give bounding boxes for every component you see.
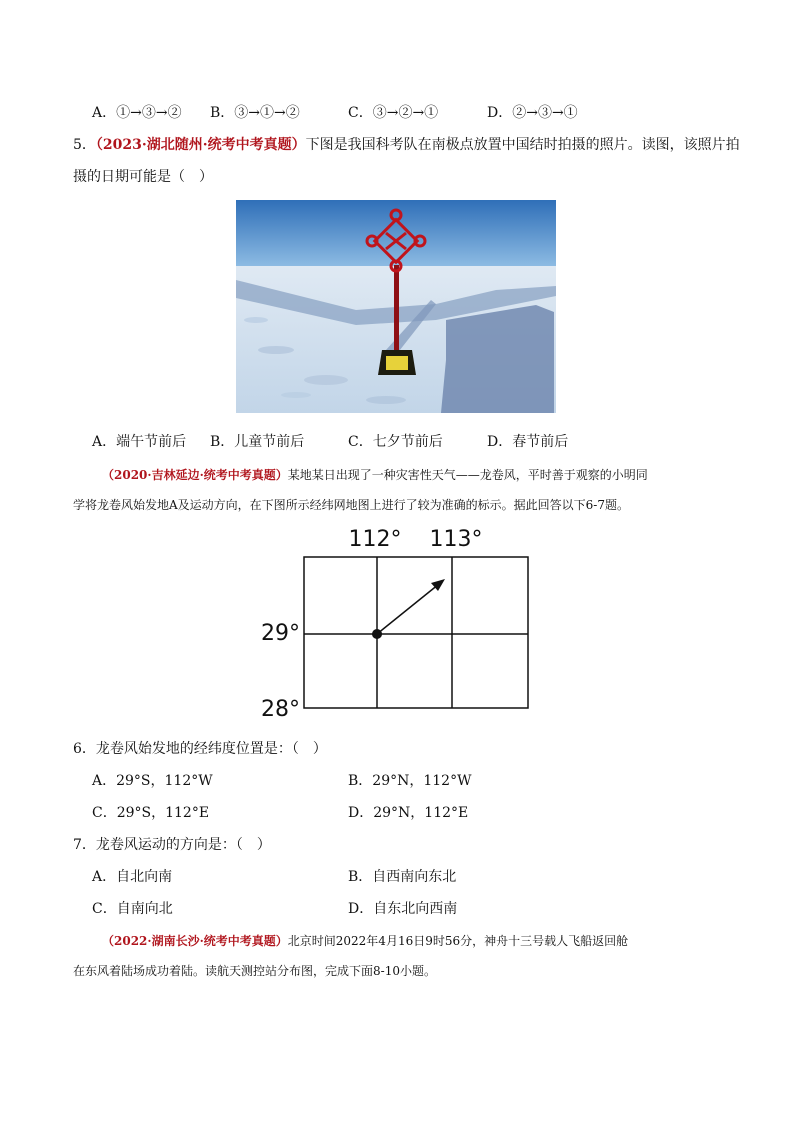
group-8-10-line2: 在东风着陆场成功着陆。读航天测控站分布图，完成下面8-10小题。 xyxy=(73,964,436,978)
question-5-stem: 下图是我国科考队在南极点放置中国结时拍摄的照片。读图，该照片拍 xyxy=(305,137,740,153)
group-8-10-line1 xyxy=(102,930,628,949)
latitude-label-29: 29° xyxy=(261,621,300,646)
group-8-10-stem1: 北京时间2022年4月16日9时56分，神舟十三号载人飞船返回舱 xyxy=(287,934,629,948)
group-6-7-line1 xyxy=(102,464,648,483)
group-8-10-source: （2022·湖南长沙·统考中考真题） xyxy=(102,934,288,948)
lat-lon-grid-map xyxy=(255,520,545,722)
question-5-line1 xyxy=(73,134,740,154)
q7-option-d: D．自东北向西南 xyxy=(348,901,458,917)
question-7-stem: 7．龙卷风运动的方向是：（ ） xyxy=(73,837,271,853)
question-5-number: 5． xyxy=(73,137,96,153)
question-6-stem: 6．龙卷风始发地的经纬度位置是：（ ） xyxy=(73,741,327,757)
q7-option-a: A．自北向南 xyxy=(92,869,173,885)
q7-option-b: B．自西南向东北 xyxy=(348,869,457,885)
q6-option-b: B．29°N，112°W xyxy=(348,773,472,789)
q7-option-c: C．自南向北 xyxy=(92,901,173,917)
q6-option-a: A．29°S，112°W xyxy=(92,773,213,789)
q6-option-d: D．29°N，112°E xyxy=(348,805,469,821)
q5-option-d: D．春节前后 xyxy=(487,434,569,450)
question-5-line2: 摄的日期可能是（ ） xyxy=(73,169,213,185)
longitude-label-113: 113° xyxy=(429,527,483,552)
tornado-direction-arrow xyxy=(377,584,439,634)
prev-option-b: B．③→①→② xyxy=(210,105,300,121)
group-6-7-line2: 学将龙卷风始发地A及运动方向，在下图所示经纬网地图上进行了较为准确的标示。据此回答以下6-7题。 xyxy=(73,498,629,512)
tornado-origin-point xyxy=(372,629,382,639)
group-6-7-stem1: 某地某日出现了一种灾害性天气——龙卷风，平时善于观察的小明同 xyxy=(287,468,648,482)
q5-option-a: A．端午节前后 xyxy=(92,434,187,450)
q5-option-b: B．儿童节前后 xyxy=(210,434,305,450)
prev-option-c: C．③→②→① xyxy=(348,105,439,121)
latitude-label-28: 28° xyxy=(261,697,300,722)
group-6-7-source: （2020·吉林延边·统考中考真题） xyxy=(102,468,288,482)
prev-option-a: A．①→③→② xyxy=(92,105,182,121)
longitude-label-112: 112° xyxy=(348,527,402,552)
south-pole-chinese-knot-photo xyxy=(236,200,556,413)
prev-option-d: D．②→③→① xyxy=(487,105,578,121)
grid-frame xyxy=(304,557,528,708)
question-5-source: （2023·湖北随州·统考中考真题） xyxy=(95,137,306,153)
q5-option-c: C．七夕节前后 xyxy=(348,434,443,450)
q6-option-c: C．29°S，112°E xyxy=(92,805,210,821)
